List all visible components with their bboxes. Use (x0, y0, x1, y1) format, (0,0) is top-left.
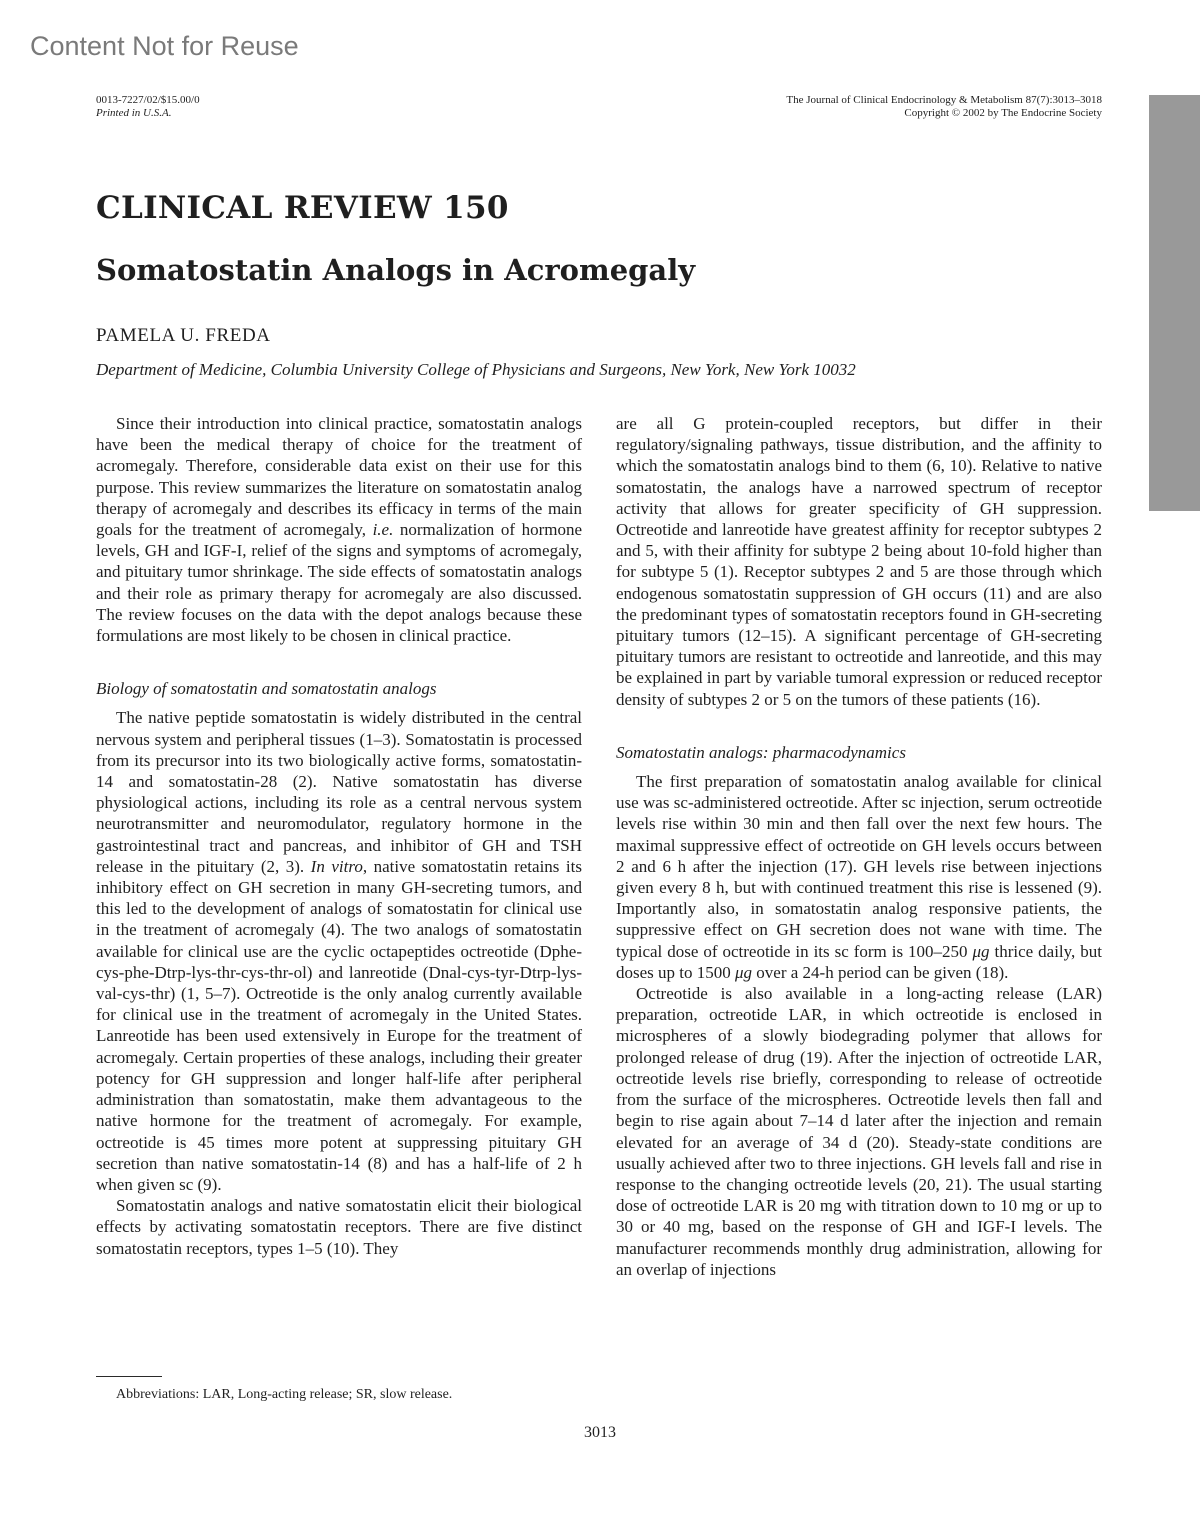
author-affiliation: Department of Medicine, Columbia University College of Physicians and Surgeons, New York, New York 10032 (96, 360, 856, 379)
column-left (96, 413, 582, 1259)
page-number: 3013 (584, 1424, 616, 1441)
printed-in: Printed in U.S.A. (96, 107, 172, 119)
article-subtitle: Somatostatin Analogs in Acromegaly (96, 253, 696, 287)
abstract-text-cont: normalization of hormone levels, GH and IGF-I, relief of the signs and symptoms of acromegaly, and pituitary tumor shrinkage. The side effects of somatostatin analogs and their role as primary therapy for acromegaly are also discussed. The review focuses on the data with the depot analogs because these formulations are most likely to be chosen in clinical practice. (96, 520, 582, 646)
mu-g-unit-2: μg (735, 962, 753, 982)
author-name: PAMELA U. FREDA (96, 325, 271, 346)
journal-citation: The Journal of Clinical Endocrinology & Metabolism 87(7):3013–3018 (786, 94, 1102, 106)
pharmacodynamics-paragraph-2: Octreotide is also available in a long-acting release (LAR) preparation, octreotide LAR, in which octreotide is enclosed in microspheres of a slowly biodegrading polymer that allows for prolonged release of drug (19). After the injection of octreotide LAR, octreotide levels rise briefly, corresponding to release of octreotide from the surface of the microspheres. Octreotide levels then fall and begin to rise again about 7–14 d later after the injection and remain elevated for an average of 34 d (20). Steady-state conditions are usually achieved after two to three injections. GH levels fall and rise in response to the changing octreotide levels (20, 21). The usual starting dose of octreotide LAR is 20 mg with titration down to 10 mg or up to 30 or 40 mg, based on the response of GH and IGF-I levels. The manufacturer recommends monthly drug administration, allowing for an overlap of injections (616, 984, 1102, 1279)
biology-paragraph-1 (96, 707, 582, 1195)
biology-in-vitro: In vitro (310, 856, 363, 876)
abstract-ie: i.e. (372, 520, 394, 540)
footnote-abbreviations: Abbreviations: LAR, Long-acting release; SR, slow release. (116, 1387, 453, 1402)
header-left (96, 94, 200, 120)
biology-paragraph-2: Somatostatin analogs and native somatostatin elicit their biological effects by activating somatostatin receptors. There are five distinct somatostatin receptors, types 1–5 (10). They (96, 1196, 582, 1258)
header-right (786, 94, 1102, 120)
watermark-text: Content Not for Reuse (30, 31, 299, 61)
pharma-text: The first preparation of somatostatin analog available for clinical use was sc-administered octreotide. After sc injection, serum octreotide levels rise within 30 min and then fall over the next few hours. The maximal suppressive effect of octreotide on GH levels occurs between 2 and 6 h after the injection (17). GH levels rise between injections given every 8 h, but with continued treatment this rise is lessened (9). Importantly also, in somatostatin analog responsive patients, the suppressive effect on GH secretion does not wane with time. The typical dose of octreotide in its sc form is 100–250 (616, 772, 1102, 961)
biology-text-cont: , native somatostatin retains its inhibitory effect on GH secretion in many GH-secreting tumors, and this led to the development of analogs of somatostatin for clinical use in the treatment of acromegaly (4). The two analogs of somatostatin available for clinical use are the cyclic octapeptides octreotide (Dphe-cys-phe-Dtrp-lys-thr-cys-thr-ol) and lanreotide (Dnal-cys-tyr-Dtrp-lys-val-cys-thr) (1, 5–7). Octreotide is the only analog currently available for clinical use in the treatment of acromegaly in the United States. Lanreotide has been used extensively in Europe for the treatment of acromegaly. Certain properties of these analogs, including their greater potency for GH suppression and longer half-life after peripheral administration than somatostatin, make them advantageous to the native hormone for the treatment of acromegaly. For example, octreotide is 45 times more potent at suppressing pituitary GH secretion than native somatostatin-14 (8) and has a half-life of 2 h when given sc (9). (96, 856, 582, 1194)
side-tab-marker (1149, 95, 1200, 511)
copyright: Copyright © 2002 by The Endocrine Society (904, 107, 1102, 119)
pharmacodynamics-paragraph-1 (616, 771, 1102, 983)
footnote-rule (96, 1376, 162, 1377)
section-heading-biology: Biology of somatostatin and somatostatin analogs (96, 679, 437, 699)
issn-price: 0013-7227/02/$15.00/0 (96, 94, 200, 106)
biology-paragraph-2-cont: are all G protein-coupled receptors, but differ in their regulatory/signaling pathways, tissue distribution, and the affinity to which the somatostatin analogs bind to them (6, 10). Relative to native somatostatin, the analogs have a narrowed spectrum of receptor activity that allows for greater specificity of GH suppression. Octreotide and lanreotide have greatest affinity for receptor subtypes 2 and 5, with their affinity for subtype 2 being about 10-fold higher than for subtype 5 (1). Receptor subtypes 2 and 5 are those through which endogenous somatostatin suppression of GH occurs (11) and are also the predominant types of somatostatin receptors found in GH-secreting pituitary tumors (12–15). A significant percentage of GH-secreting pituitary tumors are resistant to octreotide and lanreotide, and this may be explained in part by variable tumoral expression or reduced receptor density of subtypes 2 or 5 on the tumors of these patients (16). (616, 414, 1102, 709)
article-title: CLINICAL REVIEW 150 (96, 190, 509, 226)
section-heading-pharmacodynamics: Somatostatin analogs: pharmacodynamics (616, 742, 906, 762)
pharma-text-end: over a 24-h period can be given (18). (752, 962, 1009, 982)
pharma-text-cont: thrice daily, but doses up to 1500 (616, 941, 1102, 982)
abstract-paragraph (96, 413, 582, 646)
biology-text: The native peptide somatostatin is widely distributed in the central nervous system and peripheral tissues (1–3). Somatostatin is processed from its precursor into its two biologically active forms, somatostatin-14 and somatostatin-28 (2). Native somatostatin has diverse physiological actions, including its role as a central nervous system neurotransmitter and neuromodulator, regulatory hormone in the gastrointestinal tract and pancreas, and inhibitor of GH and TSH release in the pituitary (2, 3). (96, 708, 582, 876)
column-right (616, 413, 1102, 1280)
mu-g-unit: μg (972, 941, 990, 961)
abstract-text: Since their introduction into clinical practice, somatostatin analogs have been the medical therapy of choice for the treatment of acromegaly. Therefore, considerable data exist on their use for this purpose. This review summarizes the literature on somatostatin analog therapy of acromegaly and describes its efficacy in terms of the main goals for the treatment of acromegaly, (96, 414, 582, 540)
